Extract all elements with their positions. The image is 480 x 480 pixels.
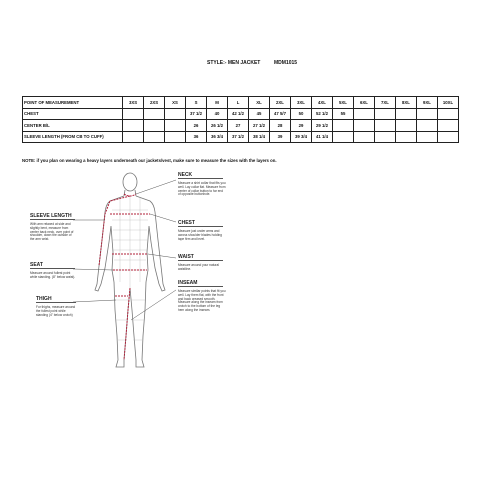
table-cell	[123, 108, 144, 120]
inseam-text: Measure similar points that fit you well. Lay them flat, with the front and back creased smooth. Measure along the inseam from crotch to the bottom of the leg hem along the inseam.	[178, 289, 226, 312]
sleeve-text: With arm relaxed at side and slightly bent, measure from center back neck, over point of shoulder, down the outside of the arm wrist.	[30, 222, 74, 242]
table-cell	[396, 120, 417, 132]
header-size-xs: XS	[165, 97, 186, 109]
table-cell: 27 1/2	[249, 120, 270, 132]
header-size-m: M	[207, 97, 228, 109]
table-cell: 50	[291, 108, 312, 120]
table-cell	[354, 120, 375, 132]
row-label: CHEST	[23, 108, 123, 120]
seat-title: SEAT	[30, 262, 75, 269]
table-cell: 47 5/7	[270, 108, 291, 120]
table-cell	[417, 108, 438, 120]
table-row	[23, 108, 459, 120]
measurement-guide	[28, 170, 228, 380]
chest-text: Measure just under arms and across shoulder blades holding tape firm and level.	[178, 229, 222, 241]
table-cell: 42 1/2	[228, 108, 249, 120]
layering-note: NOTE: if you plan on wearing a heavy layers underneath our jackets/vest, make sure to measure the sizes with the layers on.	[22, 158, 277, 163]
waist-text: Measure around your natural waistline.	[178, 263, 219, 271]
thigh-text: For thighs, measure around the fullest point while standing (4" below crotch)	[36, 305, 76, 317]
header-size-4xl: 4XL	[312, 97, 333, 109]
table-cell: 52 1/2	[312, 108, 333, 120]
table-cell: 27	[228, 120, 249, 132]
table-cell: 26	[186, 120, 207, 132]
header-size-7xl: 7XL	[375, 97, 396, 109]
table-cell	[165, 120, 186, 132]
table-cell: 26 1/2	[207, 120, 228, 132]
header-size-3xs: 3XS	[123, 97, 144, 109]
table-cell: 36 3/4	[207, 131, 228, 143]
table-cell: 40	[207, 108, 228, 120]
header-size-9xl: 9XL	[417, 97, 438, 109]
table-cell	[333, 131, 354, 143]
header-size-3xl: 3XL	[291, 97, 312, 109]
row-label: SLEEVE LENGTH (FROM CB TO CUFF)	[23, 131, 123, 143]
table-cell	[438, 120, 459, 132]
table-cell	[144, 108, 165, 120]
table-cell	[144, 120, 165, 132]
waist-title: WAIST	[178, 254, 223, 261]
table-cell: 37 1/2	[228, 131, 249, 143]
table-cell	[417, 131, 438, 143]
table-body	[23, 108, 459, 143]
title-row	[0, 60, 480, 70]
table-row	[23, 120, 459, 132]
header-size-6xl: 6XL	[354, 97, 375, 109]
table-cell: 55	[333, 108, 354, 120]
table-cell: 29 1/2	[312, 120, 333, 132]
table-cell: 41 1/4	[312, 131, 333, 143]
seat-text: Measure around fullest point while standing. (8" below waist).	[30, 271, 76, 279]
table-cell: 29	[291, 120, 312, 132]
table-cell	[123, 131, 144, 143]
table-cell: 45	[249, 108, 270, 120]
table-cell: 39	[270, 131, 291, 143]
table-cell	[375, 108, 396, 120]
table-cell: 37 1/2	[186, 108, 207, 120]
table-cell	[375, 131, 396, 143]
table-cell	[144, 131, 165, 143]
table-cell	[354, 108, 375, 120]
row-label: CENTER B/L	[23, 120, 123, 132]
sleeve-title: SLEEVE LENGTH	[30, 213, 75, 220]
header-size-s: S	[186, 97, 207, 109]
header-size-l: L	[228, 97, 249, 109]
table-header-row	[23, 97, 459, 109]
neck-title: NECK	[178, 172, 223, 179]
table-cell	[396, 131, 417, 143]
neck-text: Measure a shirt collar that fits you well. Lay collar flat. Measure from center of collar button to far end of opposite buttonhole.	[178, 181, 226, 197]
table-cell	[438, 131, 459, 143]
size-chart-table	[22, 96, 459, 143]
thigh-title: THIGH	[36, 296, 76, 303]
table-cell	[417, 120, 438, 132]
table-cell	[375, 120, 396, 132]
table-row	[23, 131, 459, 143]
table-cell	[396, 108, 417, 120]
table-cell	[165, 108, 186, 120]
header-size-5xl: 5XL	[333, 97, 354, 109]
header-size-xl: XL	[249, 97, 270, 109]
table-cell	[333, 120, 354, 132]
table-cell	[438, 108, 459, 120]
style-code: MDM1015	[274, 60, 298, 66]
table-cell	[354, 131, 375, 143]
table-cell: 39 3/4	[291, 131, 312, 143]
table-cell	[123, 120, 144, 132]
chest-title: CHEST	[178, 220, 223, 227]
header-size-2xl: 2XL	[270, 97, 291, 109]
table-cell: 28	[270, 120, 291, 132]
header-point-of-measurement: POINT OF MEASUREMENT	[23, 97, 123, 109]
table-cell: 36	[186, 131, 207, 143]
inseam-title: INSEAM	[178, 280, 223, 287]
table-cell	[165, 131, 186, 143]
header-size-10xl: 10XL	[438, 97, 459, 109]
header-size-2xs: 2XS	[144, 97, 165, 109]
style-title: STYLE:- MEN JACKET	[207, 60, 261, 66]
header-size-8xl: 8XL	[396, 97, 417, 109]
table-cell: 38 1/4	[249, 131, 270, 143]
